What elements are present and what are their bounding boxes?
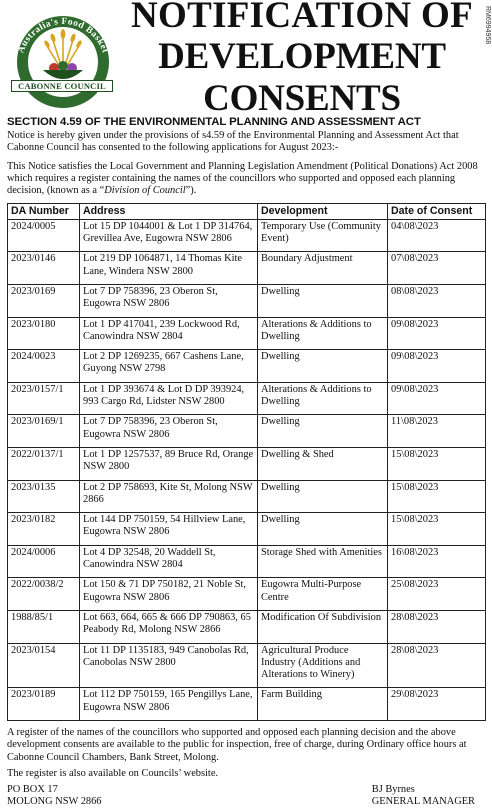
table-row [8, 643, 486, 688]
da-number-cell: 2024/0005 [8, 219, 80, 252]
address-cell: Lot 7 DP 758396, 23 Oberon St, Eugowra NSW 2806 [80, 415, 258, 448]
da-number-cell: 2023/0169/1 [8, 415, 80, 448]
address-cell: Lot 1 DP 393674 & Lot D DP 393924, 993 Cargo Rd, Lidster NSW 2800 [80, 382, 258, 415]
table-header-row [8, 204, 486, 219]
development-cell: Alterations & Additions to Dwelling [258, 317, 388, 350]
development-cell: Temporary Use (Community Event) [258, 219, 388, 252]
address-line-2: MOLONG NSW 2866 [7, 796, 102, 808]
date-cell: 08\08\2023 [388, 284, 486, 317]
notice-text: This Notice satisfies the Local Government and Planning Legislation Amendment (Political Donations) Act 2008 which requires a register containing the names of the councillors who supported and opposed each planning decision, (known as a “ [7, 160, 478, 197]
table-body [8, 219, 486, 720]
development-cell: Dwelling [258, 480, 388, 513]
development-cell: Boundary Adjustment [258, 252, 388, 285]
date-cell: 04\08\2023 [388, 219, 486, 252]
address-cell: Lot 2 DP 758693, Kite St, Molong NSW 2866 [80, 480, 258, 513]
date-cell: 09\08\2023 [388, 382, 486, 415]
da-number-cell: 2023/0169 [8, 284, 80, 317]
table-row [8, 545, 486, 578]
date-cell: 28\08\2023 [388, 610, 486, 643]
address-cell: Lot 150 & 71 DP 750182, 21 Noble St, Eugowra NSW 2806 [80, 578, 258, 611]
header [7, 0, 485, 119]
da-number-cell: 2023/0180 [8, 317, 80, 350]
date-cell: 29\08\2023 [388, 688, 486, 721]
table-row [8, 688, 486, 721]
section-heading: SECTION 4.59 OF THE ENVIRONMENTAL PLANNING AND ASSESSMENT ACT [7, 116, 421, 128]
development-cell: Dwelling [258, 513, 388, 546]
table-row [8, 610, 486, 643]
date-cell: 16\08\2023 [388, 545, 486, 578]
address-cell: Lot 1 DP 417041, 239 Lockwood Rd, Canowindra NSW 2804 [80, 317, 258, 350]
table-row [8, 382, 486, 415]
header-development: Development [258, 204, 388, 219]
development-cell: Dwelling [258, 350, 388, 383]
table-row [8, 415, 486, 448]
address-cell: Lot 219 DP 1064871, 14 Thomas Kite Lane, Windera NSW 2800 [80, 252, 258, 285]
date-cell: 09\08\2023 [388, 350, 486, 383]
date-cell: 25\08\2023 [388, 578, 486, 611]
date-cell: 07\08\2023 [388, 252, 486, 285]
table-row [8, 350, 486, 383]
da-number-cell: 2023/0189 [8, 688, 80, 721]
council-logo [7, 8, 117, 108]
table-row [8, 513, 486, 546]
development-cell: Modification Of Subdivision [258, 610, 388, 643]
da-number-cell: 2024/0023 [8, 350, 80, 383]
notice-title [119, 0, 485, 120]
table-row [8, 578, 486, 611]
wheat-bowl-logo-icon [7, 8, 117, 108]
address-cell: Lot 15 DP 1044001 & Lot 1 DP 314764, Grevillea Ave, Eugowra NSW 2806 [80, 219, 258, 252]
website-paragraph: The register is also available on Councils’ website. [7, 767, 219, 779]
title-line-1: NOTIFICATION OF [131, 0, 473, 36]
table-row [8, 219, 486, 252]
address-cell: Lot 2 DP 1269235, 667 Cashens Lane, Guyong NSW 2798 [80, 350, 258, 383]
da-number-cell: 2023/0182 [8, 513, 80, 546]
address-cell: Lot 11 DP 1135183, 949 Canobolas Rd, Canobolas NSW 2800 [80, 643, 258, 688]
da-number-cell: 2022/0137/1 [8, 447, 80, 480]
da-number-cell: 1988/85/1 [8, 610, 80, 643]
date-cell: 15\08\2023 [388, 447, 486, 480]
da-number-cell: 2022/0038/2 [8, 578, 80, 611]
notice-paragraph [7, 161, 485, 198]
header-da-number: DA Number [8, 204, 80, 219]
address-cell: Lot 1 DP 1257537, 89 Bruce Rd, Orange NSW 2800 [80, 447, 258, 480]
table-row [8, 252, 486, 285]
address-cell: Lot 112 DP 750159, 165 Pengillys Lane, Eugowra NSW 2806 [80, 688, 258, 721]
date-cell: 15\08\2023 [388, 480, 486, 513]
address-cell: Lot 7 DP 758396, 23 Oberon St, Eugowra NSW 2806 [80, 284, 258, 317]
header-date-of-consent: Date of Consent [388, 204, 486, 219]
notice-italic: Division of Council [104, 185, 186, 197]
development-cell: Alterations & Additions to Dwelling [258, 382, 388, 415]
date-cell: 15\08\2023 [388, 513, 486, 546]
table-row [8, 284, 486, 317]
register-paragraph: A register of the names of the councillors who supported and opposed each planning decision and the above development consents are available to the public for inspection, free of charge, during Ordinary office hours at Cabonne Council Chambers, Bank Street, Molong. [7, 726, 467, 763]
signatory-title: GENERAL MANAGER [371, 796, 475, 808]
signatory [372, 784, 475, 809]
intro-paragraph: Notice is hereby given under the provisions of s4.59 of the Environmental Planning and Assessment Act that Cabonne Council has consented to the following applications for August 2023:- [7, 130, 459, 154]
development-cell: Eugowra Multi-Purpose Centre [258, 578, 388, 611]
address-cell: Lot 663, 664, 665 & 666 DP 790863, 65 Peabody Rd, Molong NSW 2866 [80, 610, 258, 643]
logo-council-name: CABONNE COUNCIL [11, 80, 113, 92]
signatory-name: BJ Byrnes [371, 784, 415, 796]
logo-arc-text: Australia's Food Basket [16, 16, 110, 55]
date-cell: 28\08\2023 [388, 643, 486, 688]
table-row [8, 447, 486, 480]
development-cell: Agricultural Produce Industry (Additions and Alterations to Winery) [258, 643, 388, 688]
notice-end: ”). [185, 185, 197, 197]
date-cell: 11\08\2023 [388, 415, 486, 448]
da-number-cell: 2024/0006 [8, 545, 80, 578]
development-cell: Storage Shed with Amenities [258, 545, 388, 578]
address-cell: Lot 4 DP 32548, 20 Waddell St, Canowindra NSW 2804 [80, 545, 258, 578]
address-cell: Lot 144 DP 750159, 54 Hillview Lane, Eugowra NSW 2806 [80, 513, 258, 546]
table-row [8, 317, 486, 350]
footer-signoff [7, 784, 485, 809]
da-number-cell: 2023/0135 [8, 480, 80, 513]
development-cell: Farm Building [258, 688, 388, 721]
address-line-1: PO BOX 17 [7, 784, 58, 796]
side-reference: RM6994958 [484, 6, 491, 45]
da-number-cell: 2023/0154 [8, 643, 80, 688]
development-cell: Dwelling [258, 284, 388, 317]
title-line-2: DEVELOPMENT CONSENTS [158, 36, 446, 119]
table-row [8, 480, 486, 513]
development-cell: Dwelling [258, 415, 388, 448]
da-number-cell: 2023/0146 [8, 252, 80, 285]
development-cell: Dwelling & Shed [258, 447, 388, 480]
consents-table [7, 203, 486, 721]
da-number-cell: 2023/0157/1 [8, 382, 80, 415]
date-cell: 09\08\2023 [388, 317, 486, 350]
header-address: Address [80, 204, 258, 219]
postal-address [7, 784, 101, 809]
